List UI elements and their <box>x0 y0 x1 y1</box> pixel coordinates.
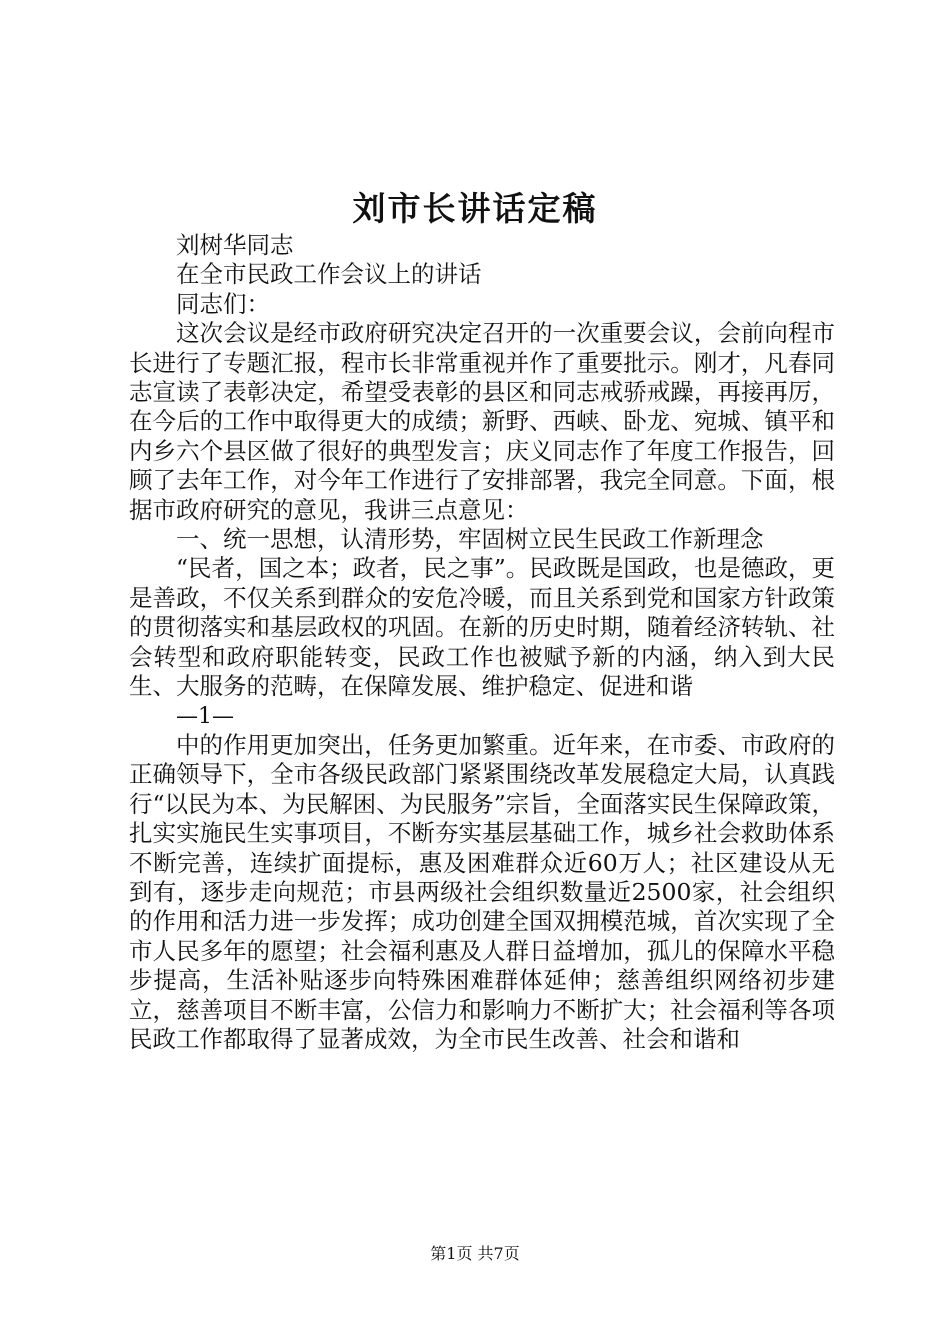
section-heading: 一、统一思想，认清形势，牢固树立民生民政工作新理念 <box>176 525 764 554</box>
page-footer: 第1页 共7页 <box>430 1244 520 1263</box>
document-title: 刘市长讲话定稿 <box>352 189 598 228</box>
document-body <box>129 231 835 1054</box>
body-paragraph: 中的作用更加突出，任务更加繁重。近年来，在市委、市政府的正确领导下，全市各级民政部门紧紧围绕改革发展稳定大局，认真践行“以民为本、为民解困、为民服务”宗旨，全面落实民生保障政策，扎实实施民生实事项目，不断夯实基层基础工作，城乡社会救助体系不断完善，连续扩面提标，惠及困难群众近60万人；社区建设从无到有，逐步走向规范；市县两级社会组织数量近2500家，社会组织的作用和活力进一步发挥；成功创建全国双拥模范城，首次实现了全市人民多年的愿望；社会福利惠及人群日益增加，孤儿的保障水平稳步提高，生活补贴逐步向特殊困难群体延伸；慈善组织网络初步建立，慈善项目不断丰富，公信力和影响力不断扩大；社会福利等各项民政工作都取得了显著成效，为全市民生改善、社会和谐和 <box>129 730 835 1053</box>
body-paragraph: “民者，国之本；政者，民之事”。民政既是国政，也是德政，更是善政，不仅关系到群众的安危冷暖，而且关系到党和国家方针政策的贯彻落实和基层政权的巩固。在新的历史时期，随着经济转轨、社会转型和政府职能转变，民政工作也被赋予新的内涵，纳入到大民生、大服务的范畴，在保障发展、维护稳定、促进和谐 <box>129 554 835 701</box>
body-paragraph: 这次会议是经市政府研究决定召开的一次重要会议，会前向程市长进行了专题汇报，程市长非常重视并作了重要批示。刚才，凡春同志宣读了表彰决定，希望受表彰的县区和同志戒骄戒躁，再接再厉，在今后的工作中取得更大的成绩；新野、西峡、卧龙、宛城、镇平和内乡六个县区做了很好的典型发言；庆义同志作了年度工作报告，回顾了去年工作，对今年工作进行了安排部署，我完全同意。下面，根据市政府研究的意见，我讲三点意见： <box>129 319 835 524</box>
salutation: 同志们： <box>176 289 270 318</box>
speech-subtitle: 在全市民政工作会议上的讲话 <box>176 260 482 289</box>
inline-page-marker: —1— <box>176 703 234 729</box>
speaker-name: 刘树华同志 <box>176 231 294 259</box>
